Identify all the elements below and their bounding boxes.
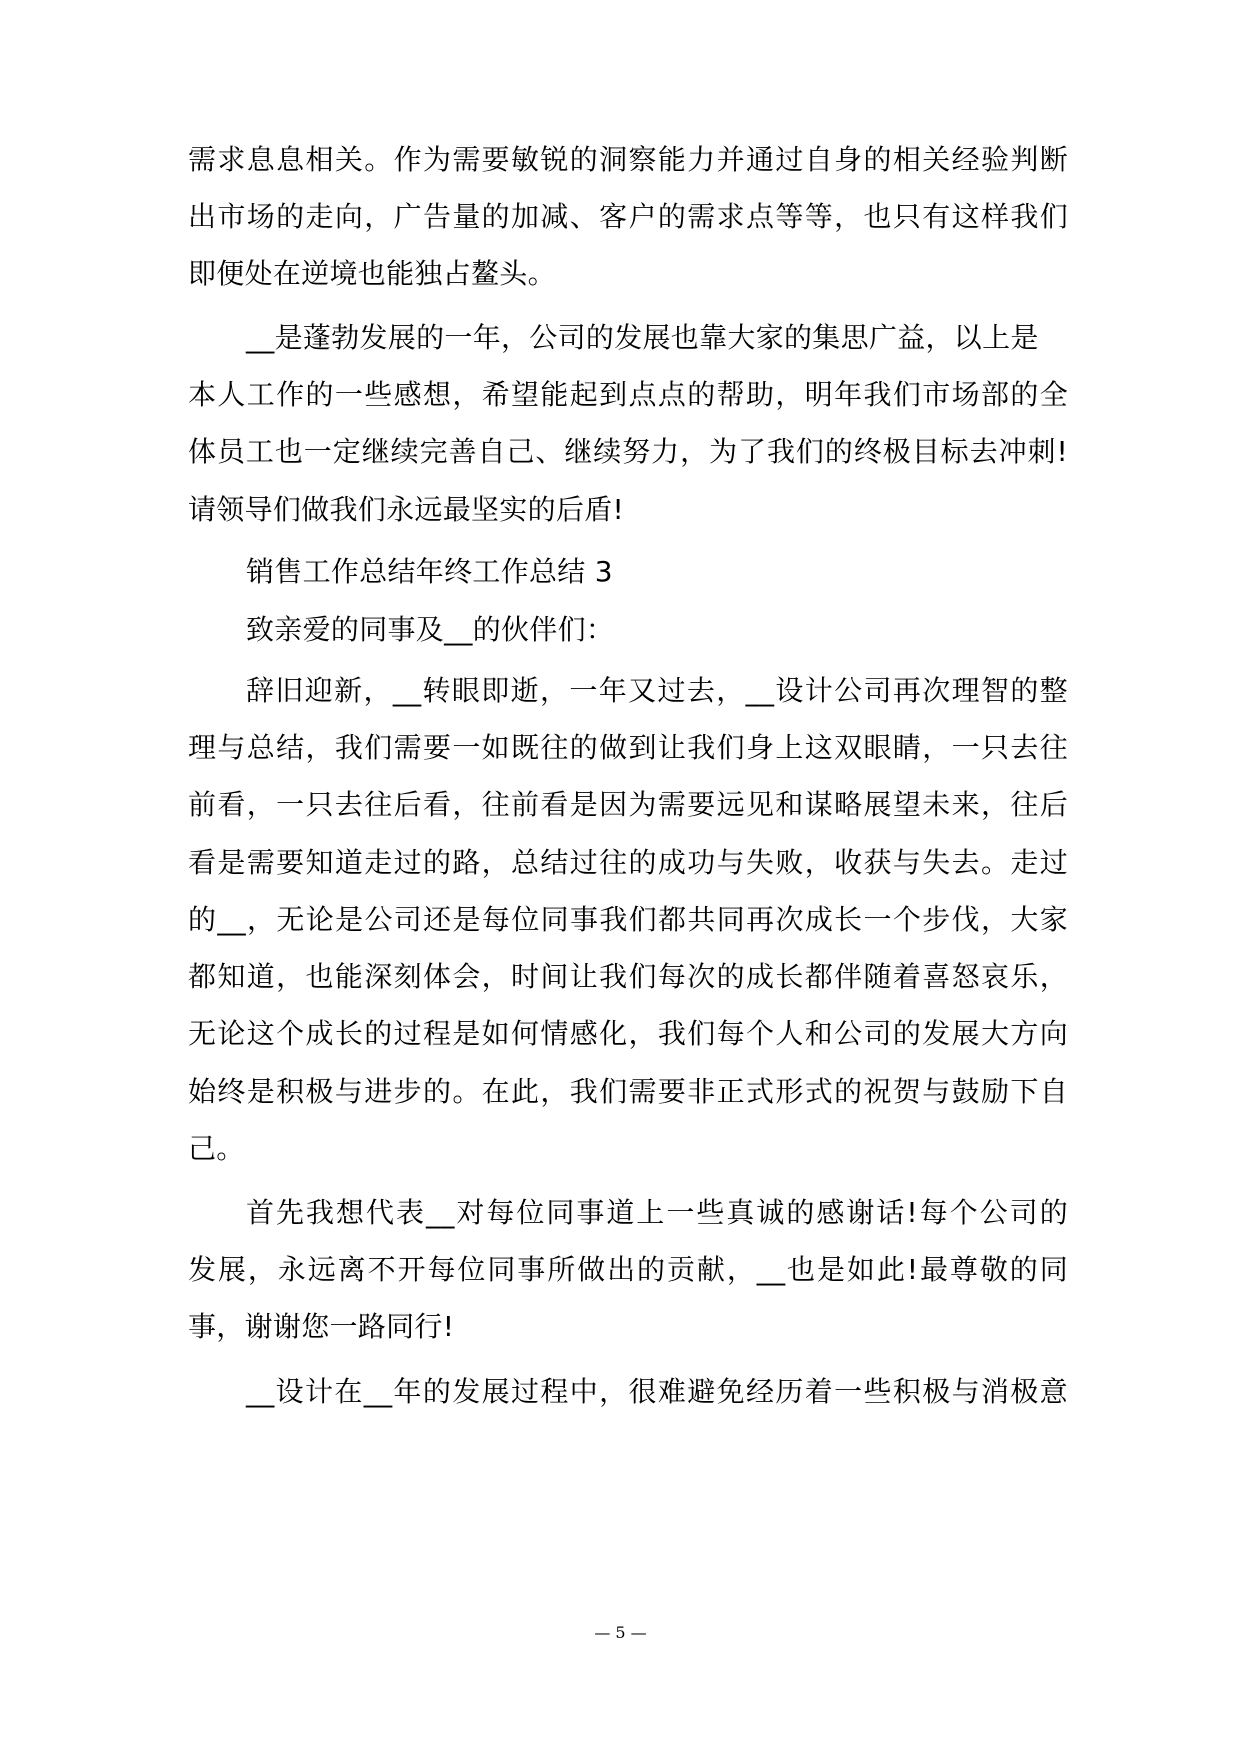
paragraph-line: 发展，永远离不开每位同事所做出的贡献，__也是如此!最尊敬的同 — [188, 1253, 1068, 1286]
paragraph-line: 己。 — [188, 1132, 245, 1165]
paragraph-line: 需求息息相关。作为需要敏锐的洞察能力并通过自身的相关经验判断 — [188, 143, 1068, 176]
paragraph-line: 都知道，也能深刻体会，时间让我们每次的成长都伴随着喜怒哀乐， — [188, 960, 1068, 993]
paragraph-line: 体员工也一定继续完善自己、继续努力，为了我们的终极目标去冲刺! — [188, 435, 1068, 468]
paragraph-line: 本人工作的一些感想，希望能起到点点的帮助，明年我们市场部的全 — [188, 378, 1068, 411]
paragraph-line: 看是需要知道走过的路，总结过往的成功与失败，收获与失去。走过 — [188, 846, 1068, 879]
paragraph-line: 无论这个成长的过程是如何情感化，我们每个人和公司的发展大方向 — [188, 1017, 1068, 1050]
paragraph-line: 理与总结，我们需要一如既往的做到让我们身上这双眼睛，一只去往 — [188, 731, 1068, 764]
paragraph-line: __是蓬勃发展的一年，公司的发展也靠大家的集思广益，以上是 — [246, 321, 1039, 354]
paragraph-line: 即便处在逆境也能独占鳌头。 — [188, 257, 556, 290]
paragraph-line: 前看，一只去往后看，往前看是因为需要远见和谋略展望未来，往后 — [188, 788, 1068, 821]
paragraph-line: 出市场的走向，广告量的加减、客户的需求点等等，也只有这样我们 — [188, 200, 1068, 233]
salutation: 致亲爱的同事及__的伙伴们： — [246, 613, 615, 646]
paragraph-line: 请领导们做我们永远最坚实的后盾! — [188, 493, 625, 526]
paragraph-line: __设计在__年的发展过程中，很难避免经历着一些积极与消极意 — [246, 1375, 1068, 1408]
paragraph-line: 的__，无论是公司还是每位同事我们都共同再次成长一个步伐，大家 — [188, 903, 1068, 936]
paragraph-line: 始终是积极与进步的。在此，我们需要非正式形式的祝贺与鼓励下自 — [188, 1075, 1068, 1108]
page-number: — 5 — — [594, 1623, 647, 1642]
paragraph-line: 辞旧迎新，__转眼即逝，一年又过去，__设计公司再次理智的整 — [246, 674, 1068, 707]
paragraph-line: 首先我想代表__对每位同事道上一些真诚的感谢话!每个公司的 — [246, 1196, 1068, 1229]
section-heading: 销售工作总结年终工作总结 3 — [246, 555, 613, 588]
paragraph-line: 事，谢谢您一路同行! — [188, 1310, 455, 1343]
